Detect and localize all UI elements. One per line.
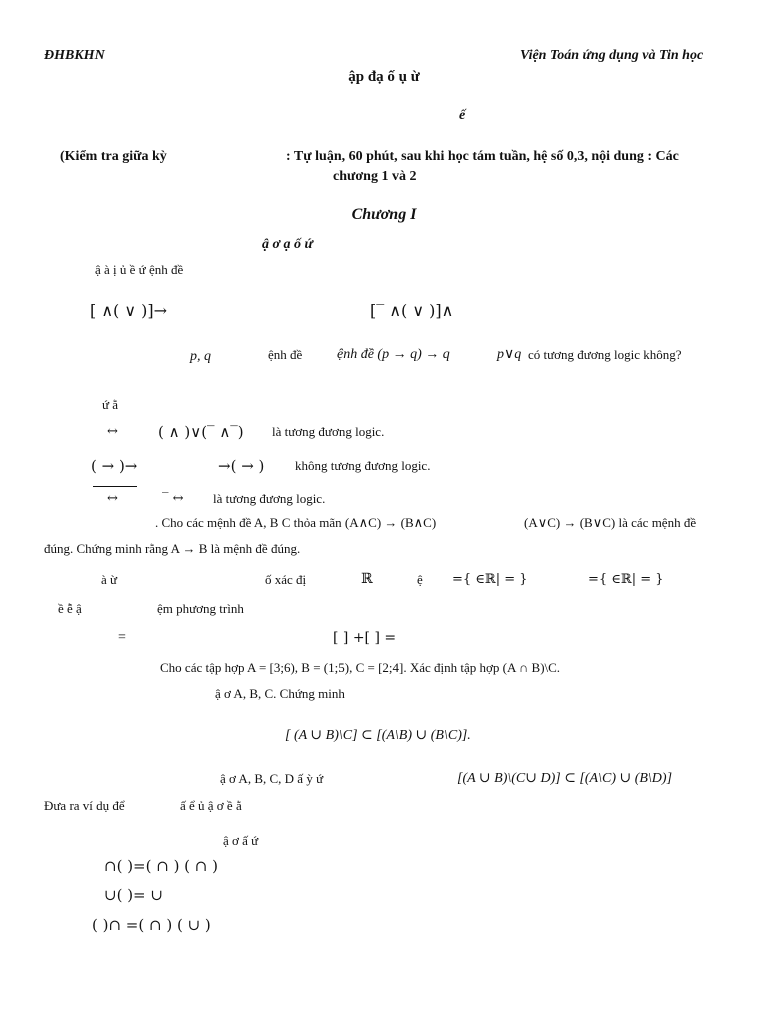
formula-2-left: [ ∧( ∨ )]→ bbox=[90, 301, 168, 320]
line-3-b: ệnh đề bbox=[268, 347, 303, 362]
line-5-b: ( ∧ )∨(‾ ∧‾) bbox=[158, 423, 244, 441]
line-21: ( )∩ =( ∩ ) ( ∪ ) bbox=[92, 916, 211, 934]
line-10-b: ố xác đị bbox=[265, 572, 307, 587]
line-8-b: (A∨C) → (B∨C) là các mệnh đề bbox=[524, 515, 697, 530]
line-5-c: là tương đương logic. bbox=[272, 424, 385, 439]
exam-note-b: : Tự luận, 60 phút, sau khi học tám tuần, hệ số 0,3, nội dung : Các bbox=[286, 149, 679, 164]
line-3-a: p, q bbox=[190, 349, 211, 364]
line-10-f: ={ ∈ℝ| = } bbox=[588, 572, 664, 587]
line-3-d: p∨q bbox=[497, 347, 522, 362]
line-7-c: là tương đương logic. bbox=[213, 491, 326, 506]
line-15: [ (A ∪ B)\C] ⊂ [(A\B) ∪ (B\C)]. bbox=[285, 728, 471, 743]
formula-2-right: [‾ ∧( ∨ )]∧ bbox=[370, 301, 454, 320]
chapter-title: Chương I bbox=[351, 206, 417, 223]
line-10-c: ℝ bbox=[361, 572, 373, 587]
line-4: ứ ằ bbox=[102, 397, 119, 412]
line-11-b: ệm phương trình bbox=[157, 601, 244, 616]
line-18: ậ ơ ấ ứ bbox=[223, 833, 259, 848]
line-7-b: ‾ ↔ bbox=[162, 491, 184, 506]
line-6-c: không tương đương logic. bbox=[295, 458, 431, 473]
line-10-d: ệ bbox=[417, 572, 423, 587]
exam-note-a: (Kiểm tra giữa kỳ bbox=[60, 149, 167, 164]
line-3-e: có tương đương logic không? bbox=[528, 347, 682, 362]
line-12-a: = bbox=[118, 630, 126, 645]
line-20: ∪( )= ∪ bbox=[104, 886, 163, 904]
line-17-b: ấ ể ủ ậ ơ ề ằ bbox=[180, 798, 242, 813]
line-1: ậ à ị ủ ề ứ ệnh đề bbox=[95, 262, 184, 277]
line-6-a: ( → )→ bbox=[91, 457, 138, 475]
exam-note-c: chương 1 và 2 bbox=[333, 169, 417, 184]
line-9: đúng. Chứng minh rằng A → B là mệnh đề đúng. bbox=[44, 541, 301, 556]
header-left: ĐHBKHN bbox=[44, 48, 105, 63]
line-7-a: ↔ bbox=[107, 491, 118, 506]
line-12-b: [ ] +[ ] = bbox=[333, 630, 397, 646]
line-19: ∩( )=( ∩ ) ( ∩ ) bbox=[104, 857, 218, 875]
line-14: ậ ơ A, B, C. Chứng minh bbox=[215, 686, 345, 701]
line-10-a: à ừ bbox=[101, 572, 118, 587]
section-heading: ậ ơ ạ ố ứ bbox=[262, 237, 313, 252]
line-8-a: . Cho các mệnh đề A, B C thỏa mãn (A∧C) → (B∧C) bbox=[155, 515, 437, 530]
line-13: Cho các tập hợp A = [3;6), B = (1;5), C = [2;4]. Xác định tập hợp (A ∩ B)\C. bbox=[160, 660, 561, 675]
page-title: ập đạ ố ụ ừ bbox=[348, 69, 420, 85]
header-right: Viện Toán ứng dụng và Tin học bbox=[520, 48, 704, 63]
line-17-a: Đưa ra ví dụ để bbox=[44, 798, 125, 813]
line-16-a: ậ ơ A, B, C, D ấ ỳ ứ bbox=[220, 771, 324, 786]
line-5-a: ↔ bbox=[107, 424, 118, 439]
overline-7 bbox=[93, 486, 137, 487]
page-subtitle: ế bbox=[459, 108, 466, 123]
line-6-b: →( → ) bbox=[218, 457, 265, 475]
line-11-a: ề ễ ậ bbox=[58, 601, 82, 616]
line-10-e: ={ ∈ℝ| = } bbox=[452, 572, 528, 587]
line-16-b: [(A ∪ B)\(C∪ D)] ⊂ [(A\C) ∪ (B\D)] bbox=[457, 771, 673, 786]
line-3-c: ệnh đề (p → q) → q bbox=[337, 347, 450, 362]
